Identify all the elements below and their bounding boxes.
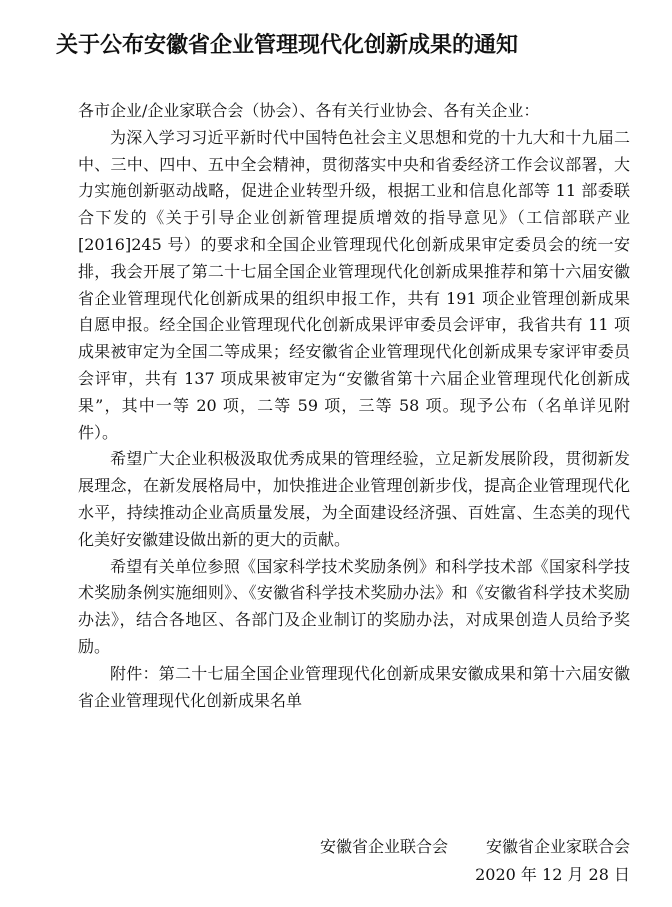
salutation: 各市企业/企业家联合会（协会）、各有关行业协会、各有关企业： — [78, 101, 540, 120]
document-body — [78, 98, 630, 714]
signature-org-enterprise-confederation: 安徽省企业联合会 — [319, 837, 448, 856]
signature-date: 2020 年 12 月 28 日 — [475, 865, 630, 884]
paragraph-rewards: 希望有关单位参照《国家科学技术奖励条例》和科学技术部《国家科学技术奖励条例实施细则》、《安徽省科学技术奖励办法》和《安徽省科学技术奖励办法》，结合各地区、各部门及企业制订的奖励办法，对成果创造人员给予奖励。 — [78, 556, 630, 656]
signature-block — [270, 833, 630, 889]
paragraph-attachment: 附件：第二十七届全国企业管理现代化创新成果安徽成果和第十六届安徽省企业管理现代化创新成果名单 — [78, 663, 630, 710]
paragraph-background: 为深入学习习近平新时代中国特色社会主义思想和党的十九大和十九届二中、三中、四中、五中全会精神，贯彻落实中央和省委经济工作会议部署，大力实施创新驱动战略，促进企业转型升级，根据工业和信息化部等 11 部委联合下发的《关于引导企业创新管理提质增效的指导意见》（工信部联产业[2016]245 号）的要求和全国企业管理现代化创新成果审定委员会的统一安排，我会开展了第二十七届全国企业管理现代化创新成果推荐和第十六届安徽省企业管理现代化创新成果的组织申报工作，共有 191 项企业管理创新成果自愿申报。经全国企业管理现代化创新成果评审委员会评审，我省共有 11 项成果被审定为全国二等成果；经安徽省企业管理现代化创新成果专家评审委员会评审，共有 137 项成果被审定为“安徽省第十六届企业管理现代化创新成果”，其中一等 20 项，二等 59 项，三等 58 项。现予公布（名单详见附件）。 — [78, 127, 630, 442]
document-title: 关于公布安徽省企业管理现代化创新成果的通知 — [56, 33, 519, 58]
signature-orgs — [270, 833, 630, 861]
signature-org-entrepreneur-confederation: 安徽省企业家联合会 — [485, 837, 630, 856]
paragraph-expectations: 希望广大企业积极汲取优秀成果的管理经验，立足新发展阶段，贯彻新发展理念，在新发展格局中，加快推进企业管理创新步伐，提高企业管理现代化水平，持续推动企业高质量发展，为全面建设经济强、百姓富、生态美的现代化美好安徽建设做出新的更大的贡献。 — [78, 449, 630, 549]
